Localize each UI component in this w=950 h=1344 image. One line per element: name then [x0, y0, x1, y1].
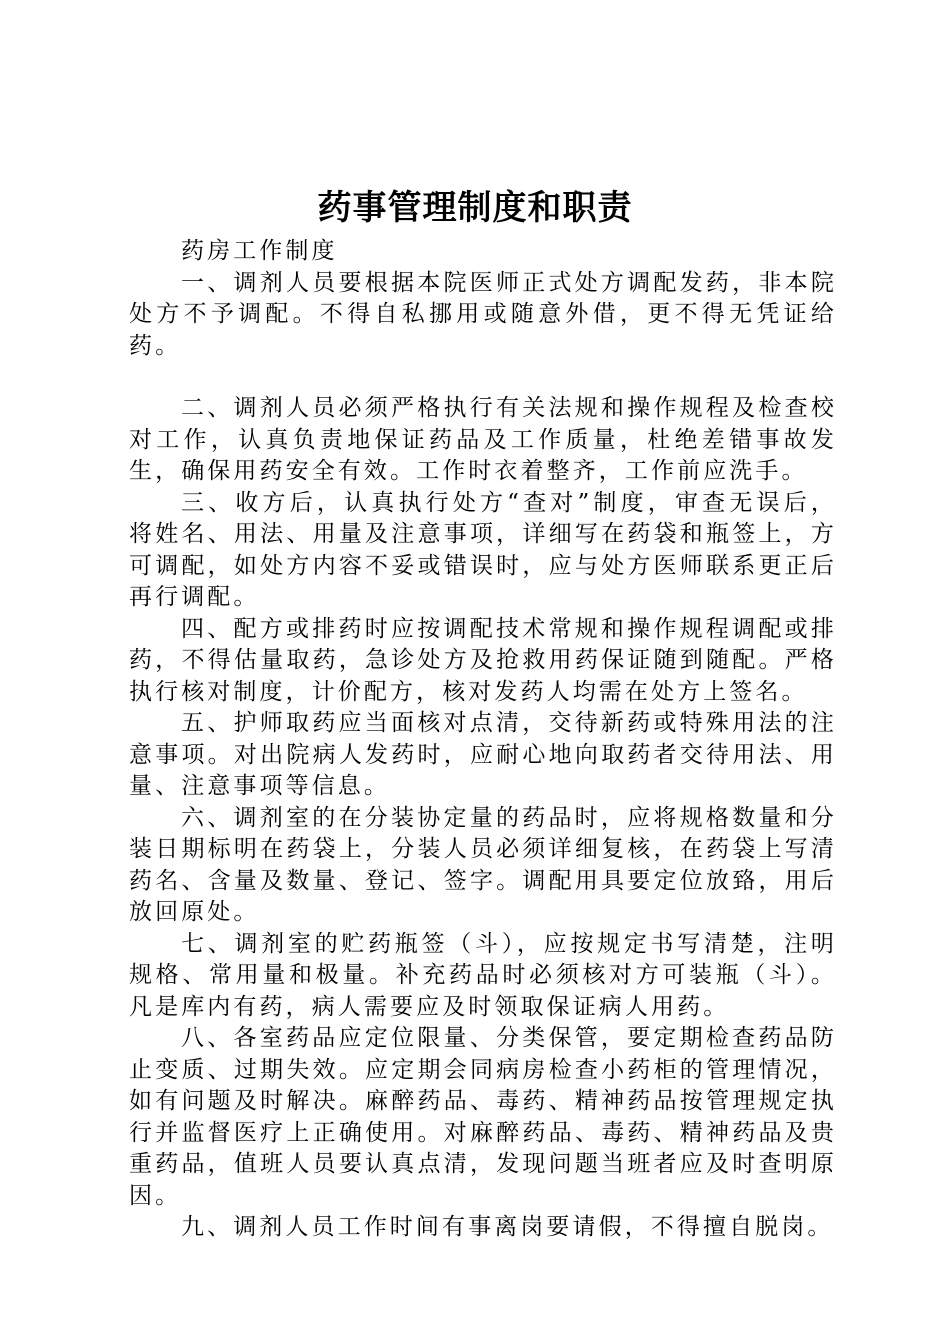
- paragraph-7: 七、调剂室的贮药瓶签（斗），应按规定书写清楚，注明规格、常用量和极量。补充药品时必须核对方可装瓶（斗）。凡是库内有药，病人需要应及时领取保证病人用药。: [129, 930, 837, 1020]
- paragraph-6: 六、调剂室的在分装协定量的药品时，应将规格数量和分装日期标明在药袋上，分装人员必须详细复核，在药袋上写清药名、含量及数量、登记、签字。调配用具要定位放臵，用后放回原处。: [129, 804, 837, 925]
- paragraph-3: 三、收方后，认真执行处方“查对”制度，审查无误后，将姓名、用法、用量及注意事项，详细写在药袋和瓶签上，方可调配，如处方内容不妥或错误时，应与处方医师联系更正后再行调配。: [129, 489, 837, 610]
- section-heading: 药房工作制度: [181, 238, 338, 264]
- paragraph-5: 五、护师取药应当面核对点清，交待新药或特殊用法的注意事项。对出院病人发药时，应耐心地向取药者交待用法、用量、注意事项等信息。: [129, 710, 837, 799]
- paragraph-1: 一、调剂人员要根据本院医师正式处方调配发药，非本院处方不予调配。不得自私挪用或随意外借，更不得无凭证给药。: [129, 269, 837, 359]
- paragraph-4: 四、配方或排药时应按调配技术常规和操作规程调配或排药，不得估量取药，急诊处方及抢救用药保证随到随配。严格执行核对制度，计价配方，核对发药人均需在处方上签名。: [129, 615, 837, 705]
- paragraph-9: 九、调剂人员工作时间有事离岗要请假，不得擅自脱岗。: [181, 1214, 834, 1240]
- document-title: 药事管理制度和职责: [317, 188, 633, 228]
- paragraph-8: 八、各室药品应定位限量、分类保管，要定期检查药品防止变质、过期失效。应定期会同病房检查小药柜的管理情况，如有问题及时解决。麻醉药品、毒药、精神药品按管理规定执行并监督医疗上正确使用。对麻醉药品、毒药、精神药品及贵重药品，值班人员要认真点清，发现问题当班者应及时查明原因。: [129, 1025, 837, 1209]
- document-body: [129, 236, 837, 1244]
- paragraph-2: 二、调剂人员必须严格执行有关法规和操作规程及检查校对工作，认真负责地保证药品及工作质量，杜绝差错事故发生，确保用药安全有效。工作时衣着整齐，工作前应洗手。: [129, 395, 837, 484]
